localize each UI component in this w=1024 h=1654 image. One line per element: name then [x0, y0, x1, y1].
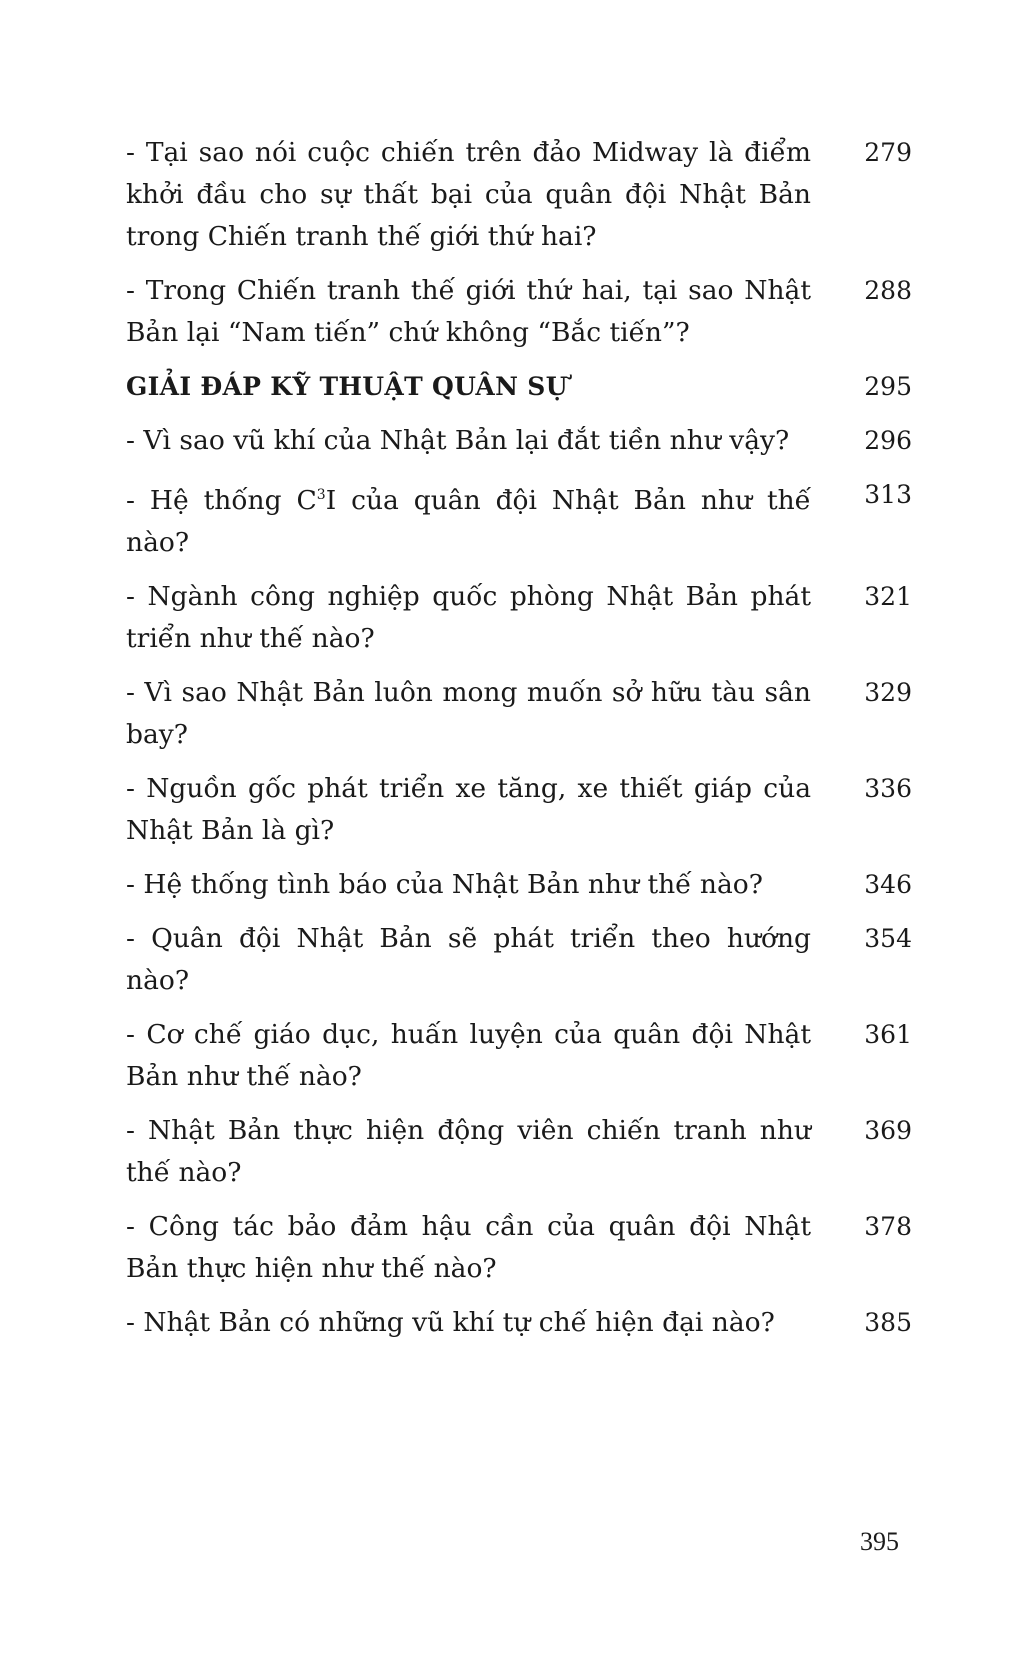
- toc-entry-title: - Tại sao nói cuộc chiến trên đảo Midway là điểm khởi đầu cho sự thất bại của quân đội Nhật Bản trong Chiến tranh thế giới thứ hai?: [126, 137, 811, 252]
- toc-entry: [126, 1302, 912, 1344]
- toc-entry: [126, 420, 912, 462]
- toc-entry-page: 336: [864, 773, 912, 803]
- toc-entry-title: - Vì sao Nhật Bản luôn mong muốn sở hữu tàu sân bay?: [126, 676, 811, 750]
- toc-entry: [126, 1206, 912, 1290]
- toc-entry: [126, 270, 912, 354]
- toc-entry-title: - Công tác bảo đảm hậu cần của quân đội Nhật Bản thực hiện như thế nào?: [126, 1210, 811, 1284]
- toc-entry: [126, 1110, 912, 1194]
- superscript: 3: [316, 487, 326, 503]
- page-number: 395: [860, 1527, 899, 1556]
- section-page: 295: [864, 372, 912, 401]
- toc-entry-page: 346: [864, 869, 912, 899]
- toc-entry-title: - Quân đội Nhật Bản sẽ phát triển theo hướng nào?: [126, 922, 811, 996]
- toc-entry-page: 361: [864, 1019, 912, 1049]
- toc-entry-page: 378: [864, 1211, 912, 1241]
- toc-entry-page: 321: [864, 581, 912, 611]
- toc-entry: [126, 918, 912, 1002]
- toc-entry: [126, 132, 912, 258]
- toc-entry-page: 279: [864, 138, 912, 167]
- toc-entry-page: 354: [864, 923, 912, 953]
- toc-entry-title: - Nhật Bản thực hiện động viên chiến tranh như thế nào?: [126, 1114, 811, 1188]
- toc-entry-title: [126, 474, 811, 564]
- toc-entry: [126, 474, 912, 564]
- section-title: GIẢI ĐÁP KỸ THUẬT QUÂN SỰ: [126, 372, 568, 401]
- toc-section-heading: [126, 366, 912, 408]
- toc-entry-page: 313: [864, 480, 912, 509]
- toc-entry: [126, 576, 912, 660]
- toc-entry-page: 329: [864, 677, 912, 707]
- toc-entry: [126, 672, 912, 756]
- toc-entry-page: 296: [864, 426, 912, 455]
- toc-entry-page: 385: [864, 1307, 912, 1337]
- table-of-contents: [126, 132, 912, 1356]
- toc-entry-title-start: - Hệ thống C: [126, 484, 317, 516]
- toc-entry-title: - Vì sao vũ khí của Nhật Bản lại đắt tiền như vậy?: [126, 425, 790, 456]
- toc-entry-title: - Nguồn gốc phát triển xe tăng, xe thiết giáp của Nhật Bản là gì?: [126, 772, 811, 846]
- toc-entry: [126, 864, 912, 906]
- toc-entry: [126, 1014, 912, 1098]
- toc-entry-title: - Trong Chiến tranh thế giới thứ hai, tại sao Nhật Bản lại “Nam tiến” chứ không “Bắc tiến”?: [126, 275, 811, 348]
- toc-entry-page: 288: [864, 276, 912, 305]
- toc-entry: [126, 768, 912, 852]
- toc-entry-title-end: I của quân đội Nhật Bản như thế nào?: [126, 484, 811, 558]
- toc-entry-page: 369: [864, 1115, 912, 1145]
- toc-entry-title: - Cơ chế giáo dục, huấn luyện của quân đội Nhật Bản như thế nào?: [126, 1018, 811, 1092]
- toc-entry-title: - Nhật Bản có những vũ khí tự chế hiện đại nào?: [126, 1306, 775, 1338]
- toc-entry-title: - Ngành công nghiệp quốc phòng Nhật Bản phát triển như thế nào?: [126, 580, 811, 654]
- toc-entry-title: - Hệ thống tình báo của Nhật Bản như thế nào?: [126, 868, 763, 900]
